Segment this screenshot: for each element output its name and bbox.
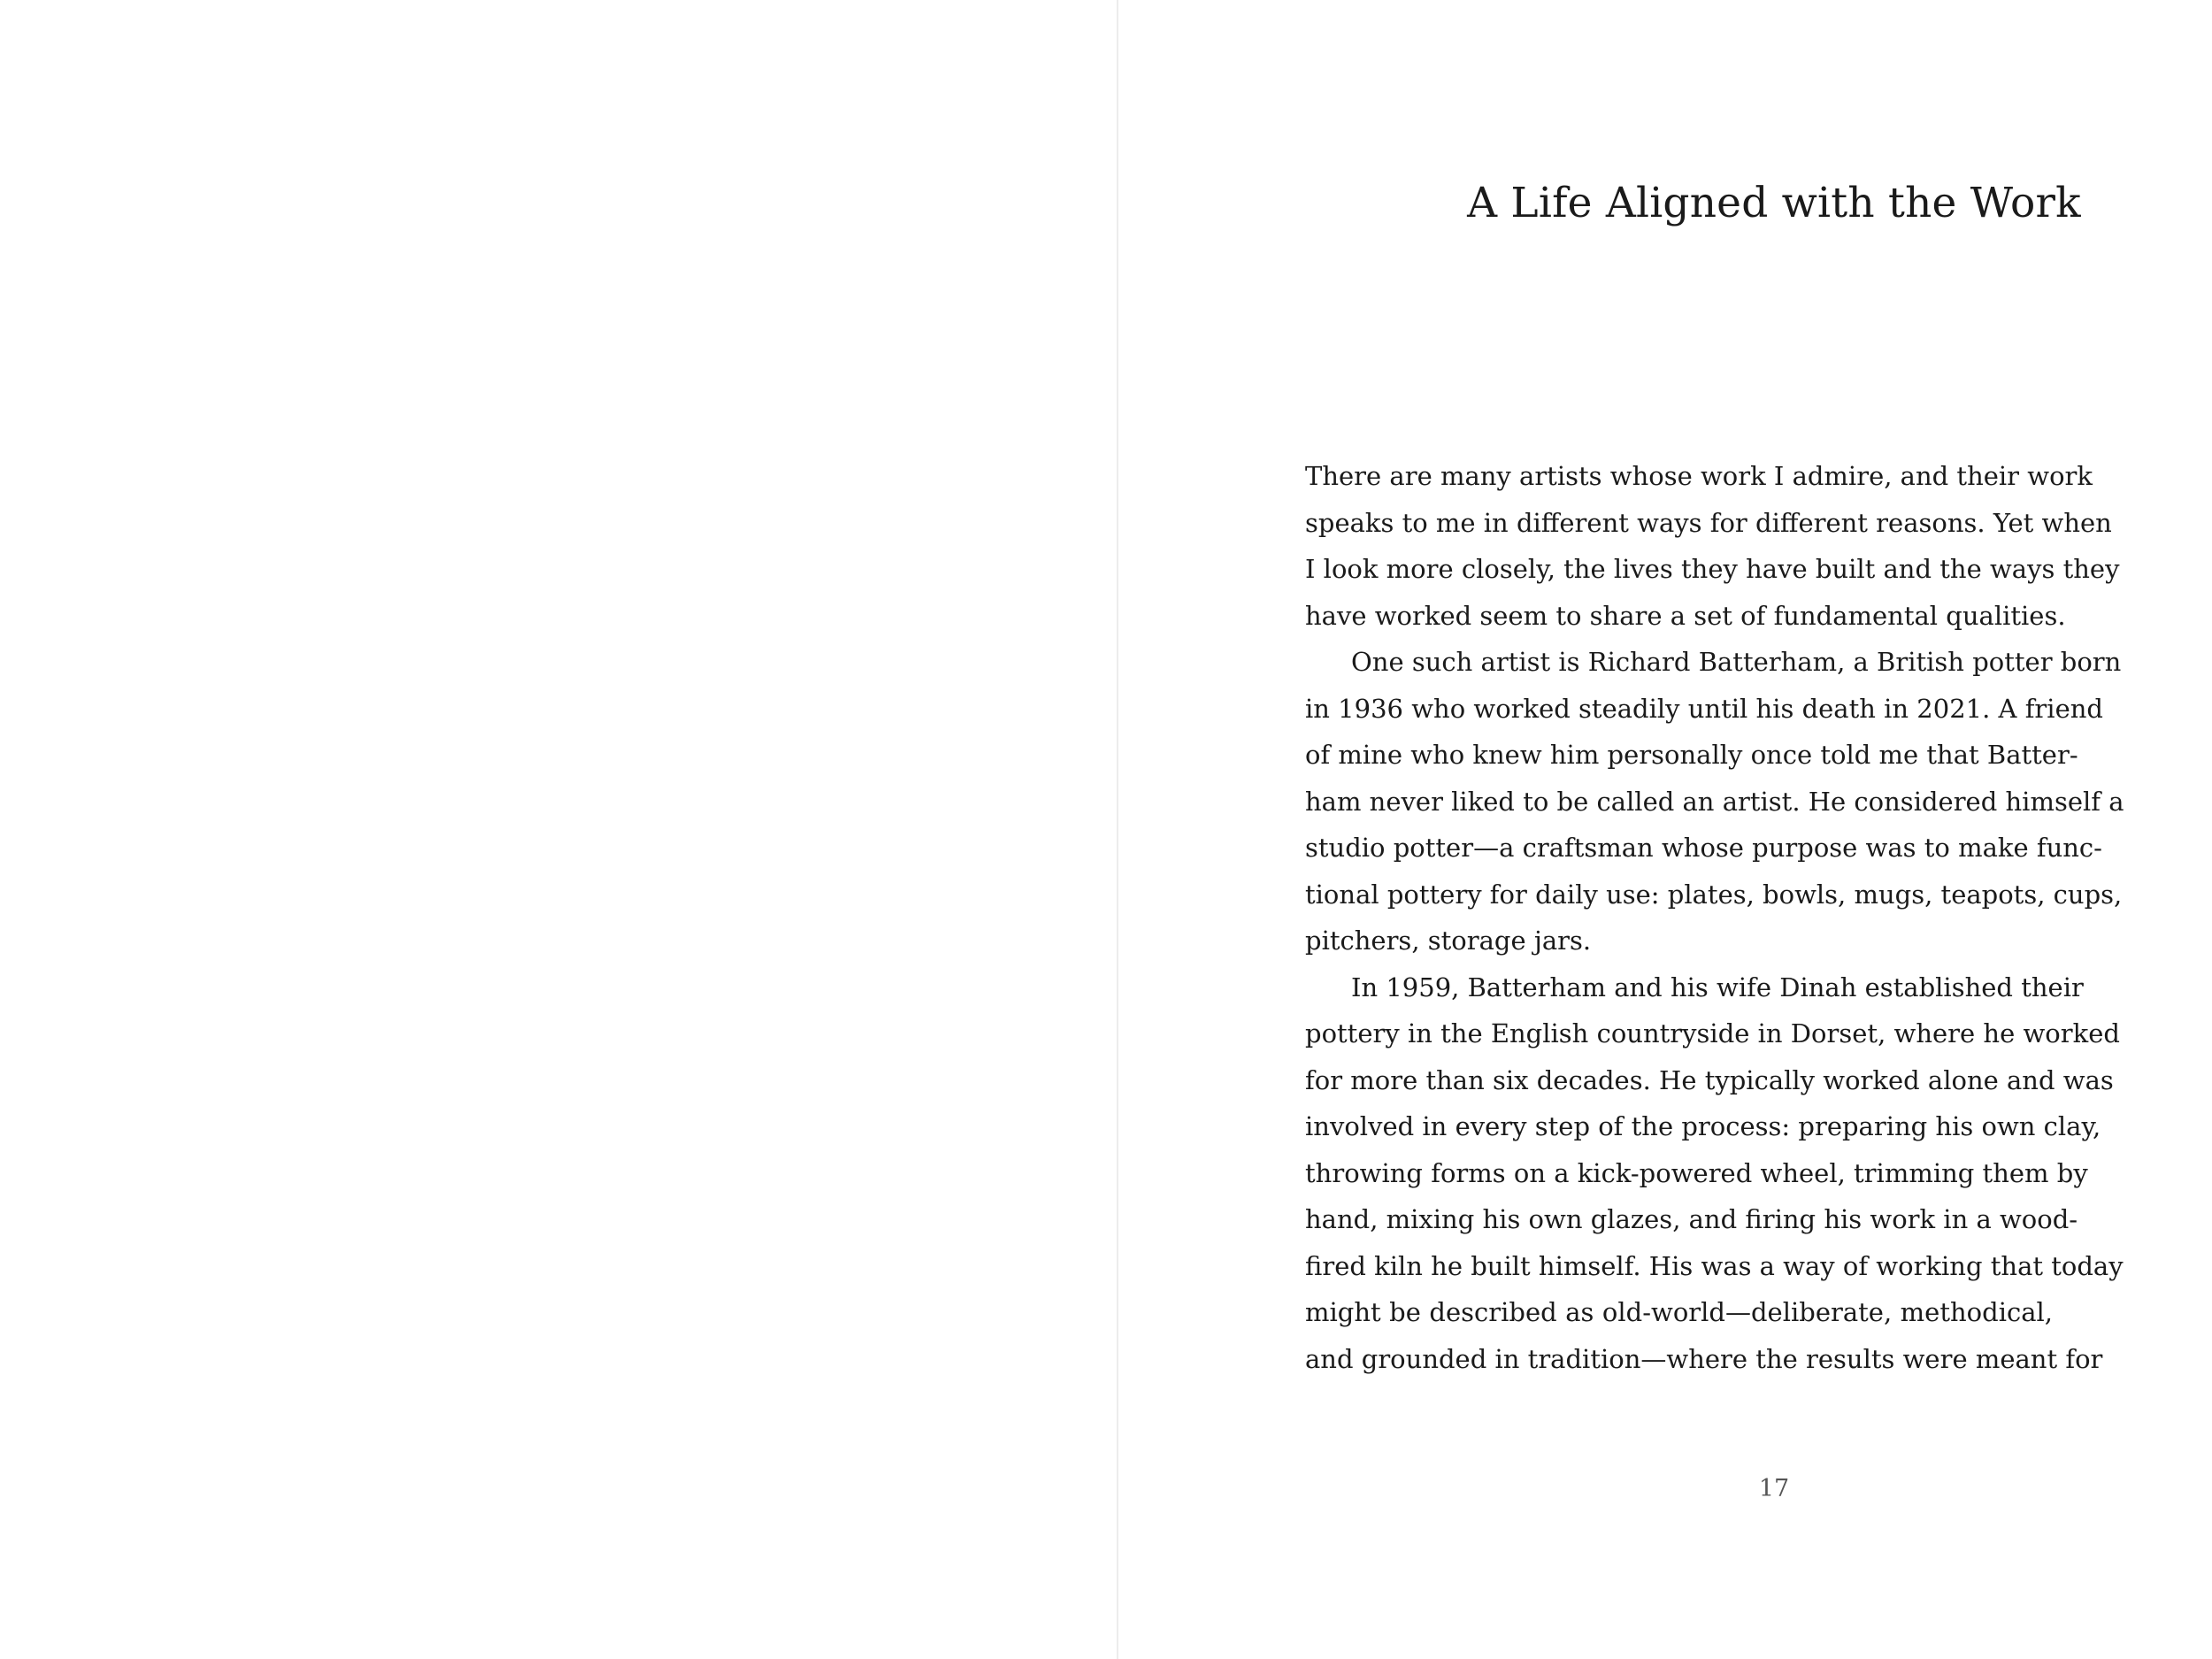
text-line: and grounded in tradition—where the results were meant for xyxy=(1305,1343,2103,1374)
text-line: ham never liked to be called an artist. He considered himself a xyxy=(1305,786,2124,817)
right-page xyxy=(1118,0,2212,1659)
chapter-title: A Life Aligned with the Work xyxy=(1467,179,2081,227)
text-line: tional pottery for daily use: plates, bowls, mugs, teapots, cups, xyxy=(1305,879,2123,910)
text-line: studio potter—a craftsman whose purpose was to make func- xyxy=(1305,833,2102,863)
text-line: pottery in the English countryside in Dorset, where he worked xyxy=(1305,1018,2120,1048)
text-line: for more than six decades. He typically worked alone and was xyxy=(1305,1064,2114,1095)
paragraph-3 xyxy=(1305,964,2124,1383)
paragraph-2 xyxy=(1305,639,2124,964)
text-line: hand, mixing his own glazes, and firing his work in a wood- xyxy=(1305,1204,2078,1234)
paragraph-1 xyxy=(1305,453,2120,639)
text-line: pitchers, storage jars. xyxy=(1305,926,1592,956)
text-line: I look more closely, the lives they have built and the ways they xyxy=(1305,554,2120,584)
text-line: There are many artists whose work I admire, and their work xyxy=(1305,461,2093,491)
page-number: 17 xyxy=(1758,1475,1790,1502)
text-line: might be described as old-world—deliberate, methodical, xyxy=(1305,1297,2053,1327)
text-line: In 1959, Batterham and his wife Dinah established their xyxy=(1351,972,2084,1002)
text-line: of mine who knew him personally once told me that Batter- xyxy=(1305,740,2078,770)
chapter-body xyxy=(1305,453,2124,1382)
text-line: throwing forms on a kick-powered wheel, trimming them by xyxy=(1305,1157,2088,1188)
text-line: in 1936 who worked steadily until his death in 2021. A friend xyxy=(1305,693,2103,724)
text-line: speaks to me in different ways for different reasons. Yet when xyxy=(1305,507,2112,538)
text-line: fired kiln he built himself. His was a way of working that today xyxy=(1305,1250,2124,1281)
text-line: One such artist is Richard Batterham, a British potter born xyxy=(1351,647,2122,677)
text-line: involved in every step of the process: preparing his own clay, xyxy=(1305,1111,2101,1141)
text-line: have worked seem to share a set of fundamental qualities. xyxy=(1305,600,2066,631)
